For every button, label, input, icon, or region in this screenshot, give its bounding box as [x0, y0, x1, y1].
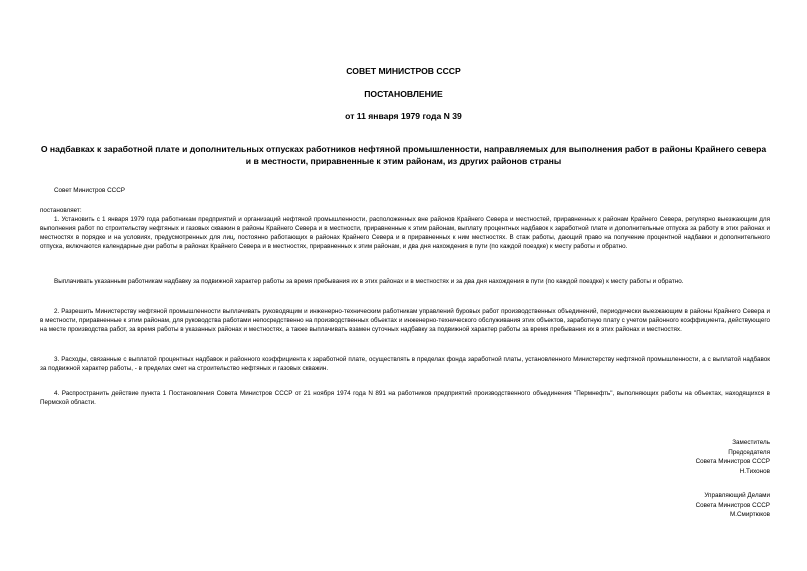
- document-title: О надбавках к заработной плате и дополнительных отпусках работников нефтяной промышленности, направляемых для выполнения работ в районы Крайнего севера и в местности, приравненные к этим районам, из других районов страны: [40, 144, 767, 166]
- signature-line: Управляющий Делами: [704, 492, 770, 499]
- preamble-subject: Совет Министров СССР: [54, 187, 125, 194]
- signature-block-first: [510, 438, 770, 476]
- preamble-verb: постановляет:: [40, 207, 82, 214]
- signature-line: Совета Министров СССР: [695, 458, 770, 465]
- signature-line: Председателя: [728, 448, 770, 456]
- signature-line: Заместитель: [732, 439, 770, 446]
- signatory-name: Н.Тихонов: [739, 467, 770, 475]
- document-type-heading: ПОСТАНОВЛЕНИЕ: [364, 89, 443, 99]
- issuer-heading: СОВЕТ МИНИСТРОВ СССР: [346, 66, 461, 76]
- paragraph-1: 1. Установить с 1 января 1979 года работникам предприятий и организаций нефтяной промышленности, расположенных вне районов Крайнего Севера и местностей, приравненных к районам Крайнего Севера, регулярно выезжающим для выполнения работ по строительству нефтяных и газовых скважин в районы Крайнего Севера и в местности, приравненные к этим районам, выплату процентных надбавок к заработной плате и дополнительные отпуска за работу в этих районах и местностях в порядке и на условиях, предусмотренных для лиц, постоянно работающих в районах Крайнего Севера и в приравненных к ним местностях. В стаж работы, дающий право на получение процентной надбавки и дополнительного отпуска, включаются календарные дни работы в районах Крайнего Севера и в местностях, приравненных к этим районам, и два дня нахождения в пути (по каждой поездке) к месту работы и обратно.: [40, 216, 770, 250]
- signature-block-second: [510, 491, 770, 520]
- signatory-name: М.Смиртюков: [729, 511, 770, 518]
- paragraph-3: 3. Расходы, связанные с выплатой процентных надбавок и районного коэффициента к заработной плате, осуществлять в пределах фонда заработной платы, установленного Министерству нефтяной промышленности, а с выплатой надбавок за подвижной характер работы, - в пределах смет на строительство нефтяных и газовых скважин.: [40, 356, 770, 372]
- date-number-heading: от 11 января 1979 года N 39: [345, 111, 462, 121]
- paragraph-2: 2. Разрешить Министерству нефтяной промышленности выплачивать руководящим и инженерно-техническим работникам управлений буровых работ производственных объединений, периодически выезжающим в районы Крайнего Севера и в местности, приравненные к этим районам, для руководства работами непосредственно на производственных объектах и инженерно-технического обслуживания этих объектов, заработную плату с учетом районного коэффициента, действующего на месте производства работ, за время работы в указанных районах и местностях, а также выплачивать взамен суточных надбавку за подвижной характер работы за время пребывания их в этих районах и местностях.: [40, 308, 770, 333]
- signature-line: Совета Министров СССР: [695, 501, 770, 509]
- paragraph-4: 4. Распространить действие пункта 1 Постановления Совета Министров СССР от 21 ноября 1974 года N 891 на работников предприятий производственного объединения "Пермнефть", выполняющих работы на объектах, находящихся в Пермской области.: [40, 390, 770, 406]
- paragraph-1-continued: Выплачивать указанным работникам надбавку за подвижной характер работы за время пребывания их в этих районах и в местностях и за два дня нахождения в пути (по каждой поездке) к месту работы и обратно.: [54, 278, 684, 285]
